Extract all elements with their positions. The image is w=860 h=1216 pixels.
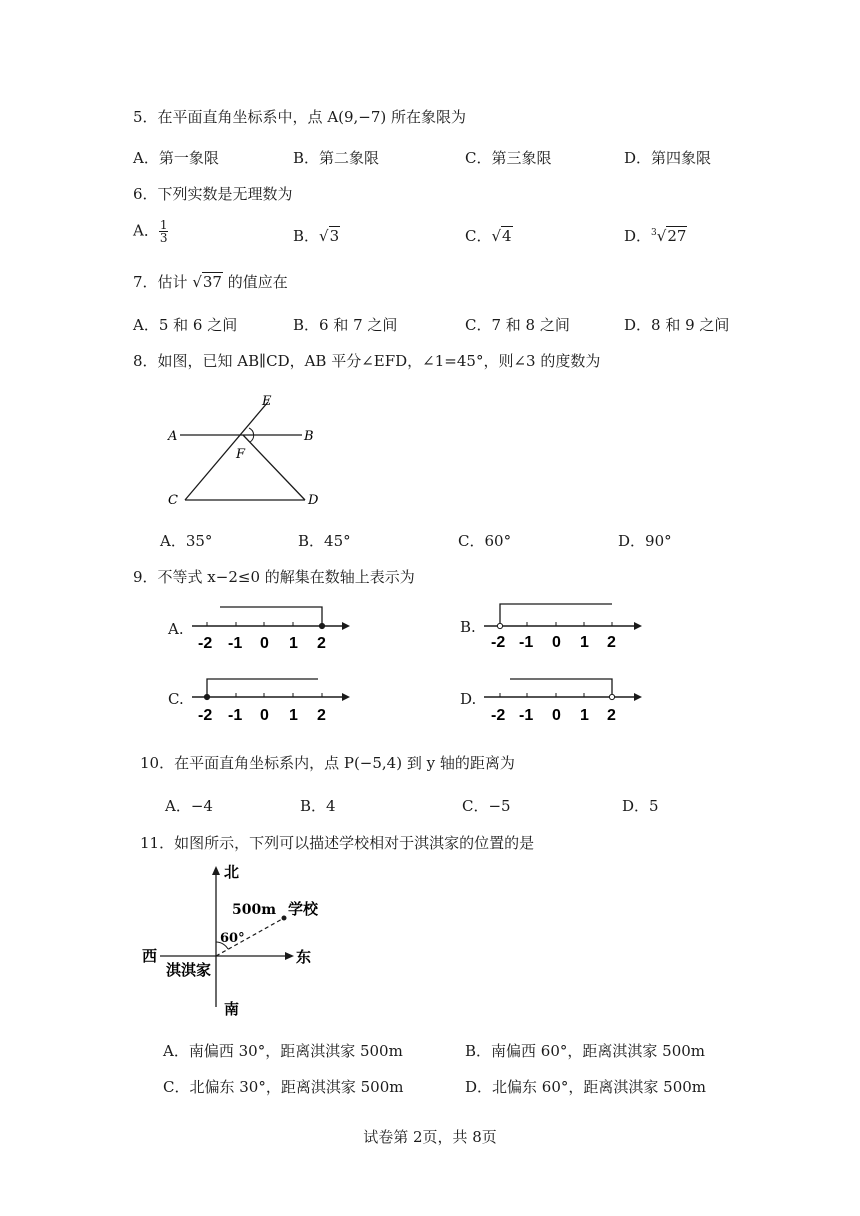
solid-point	[319, 623, 324, 628]
q9-number-line-a	[190, 600, 360, 655]
q9-stem: 9．不等式 x−2≤0 的解集在数轴上表示为	[133, 568, 415, 586]
tick-label: 1	[289, 635, 298, 652]
east-label: 东	[296, 948, 312, 966]
tick-label: 1	[580, 707, 589, 724]
arrow-icon	[634, 622, 642, 630]
fraction	[159, 219, 169, 244]
open-point	[609, 694, 614, 699]
q10-option-b: B．4	[300, 797, 336, 815]
q11-option-a: A．南偏西 30°，距离淇淇家 500m	[163, 1042, 403, 1060]
line-ce	[185, 402, 268, 500]
q8-option-c: C．60°	[458, 532, 512, 550]
q6-option-a-label: A．	[133, 221, 159, 240]
q6-option-d	[624, 225, 687, 246]
label-c: C	[168, 493, 178, 508]
tick-label: 0	[552, 707, 561, 724]
q8-option-d: D．90°	[618, 532, 672, 550]
fraction-denominator: 3	[159, 231, 168, 245]
tick-label: -1	[228, 635, 243, 652]
q8-option-a: A．35°	[160, 532, 213, 550]
fraction-numerator: 1	[159, 218, 168, 232]
solution-bracket	[220, 607, 322, 626]
tick-label: 0	[552, 634, 561, 651]
tick-label: -2	[198, 635, 213, 652]
label-a: A	[168, 429, 178, 444]
radicand: 27	[667, 227, 687, 245]
q6-option-d-label: D．	[624, 227, 652, 245]
radicand: 4	[502, 227, 512, 245]
label-b: B	[304, 429, 314, 444]
q6-option-a	[133, 219, 168, 244]
arrow-icon	[634, 693, 642, 701]
q7-option-d: D．8 和 9 之间	[624, 316, 730, 334]
north-arrow-icon	[212, 866, 220, 875]
q6-option-c-label: C．	[465, 227, 492, 245]
page-footer: 试卷第 2页，共 8页	[363, 1128, 497, 1146]
tick-label: 2	[607, 707, 616, 724]
q10-option-c: C．−5	[462, 797, 511, 815]
radical-sign: √	[491, 227, 502, 245]
q5-option-c: C．第三象限	[465, 149, 552, 167]
tick-label: 2	[317, 707, 326, 724]
west-label: 西	[142, 947, 158, 965]
north-label: 北	[224, 863, 240, 881]
q9-option-b-label: B.	[460, 618, 476, 636]
tick-label: -2	[491, 707, 506, 724]
q9-number-line-b	[482, 598, 652, 653]
q11-option-d: D．北偏东 60°，距离淇淇家 500m	[465, 1078, 707, 1096]
tick-label: 0	[260, 635, 269, 652]
q5-stem: 5．在平面直角坐标系中，点 A(9,−7) 所在象限为	[133, 108, 467, 126]
arrow-icon	[342, 622, 350, 630]
east-arrow-icon	[285, 952, 294, 960]
label-f: F	[236, 447, 246, 462]
q11-stem: 11．如图所示，下列可以描述学校相对于淇淇家的位置的是	[140, 834, 535, 852]
solution-bracket	[510, 679, 612, 697]
tick-label: -2	[198, 707, 213, 724]
q5-option-a: A．第一象限	[133, 149, 219, 167]
tick-label: 1	[580, 634, 589, 651]
q7-stem-post: 的值应在	[227, 273, 288, 291]
q8-figure	[160, 390, 340, 515]
q5-option-d: D．第四象限	[624, 149, 712, 167]
radical-index: 3	[651, 228, 657, 238]
tick-label: 2	[607, 634, 616, 651]
tick-label: -2	[491, 634, 506, 651]
q6-stem: 6．下列实数是无理数为	[133, 185, 293, 203]
q5-option-b: B．第二象限	[293, 149, 380, 167]
school-label: 学校	[288, 900, 319, 918]
q10-option-a: A．−4	[165, 797, 213, 815]
q7-stem-pre: 7．估计	[133, 273, 188, 291]
angle-label: 60°	[220, 931, 245, 946]
label-d: D	[308, 493, 319, 508]
tick-label: -1	[228, 707, 243, 724]
q11-figure	[140, 862, 330, 1022]
south-label: 南	[224, 1000, 240, 1018]
solution-bracket	[207, 679, 318, 697]
q9-option-a-label: A.	[168, 620, 184, 638]
q10-stem: 10．在平面直角坐标系内，点 P(−5,4) 到 y 轴的距离为	[140, 754, 515, 772]
school-point	[282, 916, 287, 921]
q10-option-d: D．5	[622, 797, 659, 815]
q7-stem	[133, 271, 288, 292]
tick-label: -1	[519, 707, 534, 724]
q9-number-line-d	[482, 670, 652, 725]
distance-label: 500m	[232, 902, 277, 918]
label-e: E	[262, 394, 272, 409]
q6-option-c	[465, 225, 513, 246]
q7-radicand: 37	[202, 273, 222, 291]
q9-option-c-label: C.	[168, 690, 184, 708]
q8-option-b: B．45°	[298, 532, 351, 550]
q11-option-c: C．北偏东 30°，距离淇淇家 500m	[163, 1078, 404, 1096]
tick-label: 2	[317, 635, 326, 652]
home-label: 淇淇家	[166, 961, 212, 979]
tick-label: -1	[519, 634, 534, 651]
tick-label: 0	[260, 707, 269, 724]
radical-sign: √	[656, 227, 667, 245]
q7-option-a: A．5 和 6 之间	[133, 316, 238, 334]
open-point	[497, 623, 502, 628]
q9-option-d-label: D.	[460, 690, 477, 708]
q7-option-c: C．7 和 8 之间	[465, 316, 570, 334]
q11-option-b: B．南偏西 60°，距离淇淇家 500m	[465, 1042, 706, 1060]
arrow-icon	[342, 693, 350, 701]
radical-sign: √	[192, 273, 202, 291]
radical-sign: √	[319, 227, 329, 245]
q7-option-b: B．6 和 7 之间	[293, 316, 398, 334]
q6-option-b	[293, 225, 340, 246]
q6-option-b-label: B．	[293, 227, 320, 245]
line-fd	[243, 435, 305, 500]
radicand: 3	[329, 227, 340, 245]
solid-point	[204, 694, 209, 699]
q8-stem: 8．如图，已知 AB∥CD，AB 平分∠EFD，∠1=45°，则∠3 的度数为	[133, 352, 601, 370]
tick-label: 1	[289, 707, 298, 724]
q9-number-line-c	[190, 670, 360, 725]
